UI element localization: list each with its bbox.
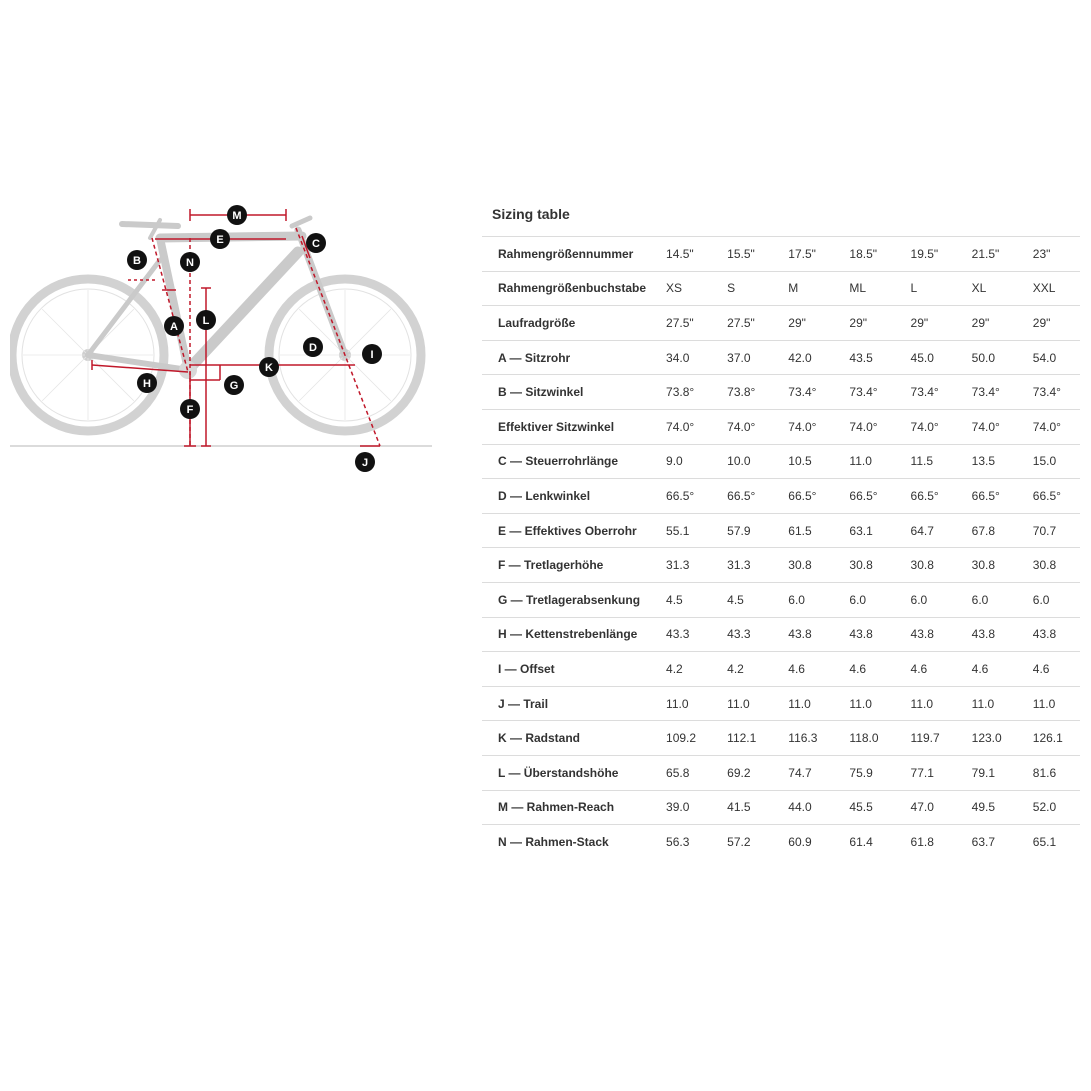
table-cell: 75.9 <box>849 765 873 780</box>
table-cell: 116.3 <box>788 731 818 746</box>
table-cell: 73.4° <box>1032 385 1061 400</box>
table-cell: 50.0 <box>971 350 996 365</box>
table-cell: 74.0° <box>1032 419 1061 434</box>
table-cell: 18.5" <box>849 246 878 261</box>
table-cell: S <box>727 281 736 296</box>
marker-l <box>196 310 216 330</box>
table-cell: 66.5° <box>849 488 878 503</box>
table-cell: 74.0° <box>788 419 817 434</box>
table-row <box>482 755 1080 790</box>
row-label: E — Effektives Oberrohr <box>498 523 637 538</box>
table-cell: 4.2 <box>666 661 683 676</box>
row-label: Rahmengrößennummer <box>498 246 634 261</box>
marker-j <box>355 452 375 472</box>
table-cell: 54.0 <box>1032 350 1057 365</box>
table-cell: 43.8 <box>910 627 934 642</box>
marker-f <box>180 399 200 419</box>
table-cell: 118.0 <box>849 731 879 746</box>
table-cell: 41.5 <box>727 800 751 815</box>
table-cell: 11.0 <box>1032 696 1056 711</box>
svg-text:F: F <box>186 404 194 416</box>
table-cell: 15.5" <box>727 246 755 261</box>
table-cell: 39.0 <box>666 800 690 815</box>
svg-text:J: J <box>361 457 369 469</box>
table-cell: 4.6 <box>910 661 928 676</box>
table-cell: 47.0 <box>910 800 934 815</box>
table-cell: 73.4° <box>849 385 878 400</box>
marker-b <box>127 250 147 270</box>
sizing-section <box>482 200 1080 859</box>
table-cell: 81.6 <box>1032 765 1057 780</box>
table-cell: 55.1 <box>666 523 690 538</box>
table-cell: 74.0° <box>666 419 695 434</box>
row-label: H — Kettenstrebenlänge <box>498 627 638 642</box>
table-cell: 6.0 <box>1032 592 1050 607</box>
table-cell: 19.5" <box>910 246 939 261</box>
row-label: M — Rahmen-Reach <box>498 800 615 815</box>
table-cell: 42.0 <box>788 350 812 365</box>
table-cell: 63.7 <box>971 835 996 850</box>
table-cell: L <box>910 281 918 296</box>
table-cell: 10.5 <box>788 454 812 469</box>
table-row <box>482 306 1080 341</box>
row-label: Laufradgröße <box>498 315 576 330</box>
table-cell: 4.2 <box>727 661 744 676</box>
table-row <box>482 652 1080 687</box>
marker-h <box>137 373 157 393</box>
table-cell: 79.1 <box>971 765 996 780</box>
table-row <box>482 721 1080 756</box>
table-cell: 73.8° <box>666 385 695 400</box>
svg-text:C: C <box>312 238 320 250</box>
table-cell: 23" <box>1032 246 1051 261</box>
table-cell: 31.3 <box>666 558 690 573</box>
table-cell: 44.0 <box>788 800 812 815</box>
row-label: K — Radstand <box>498 731 581 746</box>
table-cell: 73.8° <box>727 385 756 400</box>
table-cell: 30.8 <box>1032 558 1057 573</box>
table-cell: 43.8 <box>849 627 873 642</box>
table-cell: 6.0 <box>788 592 805 607</box>
table-cell: 11.0 <box>971 696 995 711</box>
table-row <box>482 825 1080 860</box>
table-cell: 57.9 <box>727 523 751 538</box>
table-cell: 29" <box>971 315 990 330</box>
table-cell: 74.7 <box>788 765 812 780</box>
table-cell: 9.0 <box>666 454 683 469</box>
row-label: F — Tretlagerhöhe <box>498 558 604 573</box>
table-cell: 4.6 <box>788 661 805 676</box>
table-cell: M <box>788 281 799 296</box>
table-cell: 64.7 <box>910 523 934 538</box>
table-cell: 43.8 <box>1032 627 1057 642</box>
table-row <box>482 375 1080 410</box>
table-cell: 27.5" <box>666 315 694 330</box>
marker-a <box>164 316 184 336</box>
table-cell: 61.4 <box>849 835 873 850</box>
table-cell: 30.8 <box>910 558 934 573</box>
table-cell: 66.5° <box>1032 488 1061 503</box>
row-label: D — Lenkwinkel <box>498 488 591 503</box>
table-cell: 66.5° <box>666 488 695 503</box>
bike-geometry-svg <box>10 200 440 480</box>
svg-text:D: D <box>309 342 317 354</box>
table-cell: 66.5° <box>788 488 817 503</box>
table-cell: 73.4° <box>971 385 1000 400</box>
table-row <box>482 582 1080 617</box>
table-cell: 65.8 <box>666 765 690 780</box>
table-cell: 57.2 <box>727 835 751 850</box>
table-cell: 66.5° <box>971 488 1000 503</box>
table-row <box>482 513 1080 548</box>
bike-geometry-diagram <box>10 200 440 480</box>
table-cell: 10.0 <box>727 454 751 469</box>
table-cell: 61.5 <box>788 523 812 538</box>
table-cell: 43.5 <box>849 350 873 365</box>
marker-e <box>210 229 230 249</box>
table-cell: 43.3 <box>727 627 751 642</box>
table-cell: 6.0 <box>971 592 989 607</box>
table-cell: 49.5 <box>971 800 996 815</box>
table-cell: 74.0° <box>910 419 939 434</box>
svg-text:L: L <box>202 315 210 327</box>
table-cell: 73.4° <box>788 385 817 400</box>
table-row <box>482 548 1080 583</box>
marker-k <box>259 357 279 377</box>
row-label: N — Rahmen-Stack <box>498 835 609 850</box>
spokes <box>23 290 410 420</box>
table-cell: 123.0 <box>971 731 1002 746</box>
table-cell: 29" <box>910 315 929 330</box>
table-cell: XL <box>971 281 987 296</box>
table-cell: 73.4° <box>910 385 939 400</box>
table-cell: 74.0° <box>727 419 756 434</box>
table-cell: 11.0 <box>727 696 750 711</box>
table-cell: 43.8 <box>788 627 812 642</box>
table-row <box>482 617 1080 652</box>
table-cell: 29" <box>788 315 806 330</box>
table-cell: XS <box>666 281 683 296</box>
table-cell: 43.3 <box>666 627 690 642</box>
sizing-table-body <box>482 237 1080 860</box>
marker-g <box>224 375 244 395</box>
table-cell: 37.0 <box>727 350 751 365</box>
svg-text:H: H <box>143 378 151 390</box>
table-cell: 66.5° <box>910 488 939 503</box>
table-cell: 29" <box>849 315 868 330</box>
table-cell: 30.8 <box>971 558 996 573</box>
table-cell: 11.0 <box>666 696 689 711</box>
table-cell: 69.2 <box>727 765 751 780</box>
table-cell: 126.1 <box>1032 731 1063 746</box>
svg-text:K: K <box>265 362 273 374</box>
table-cell: 61.8 <box>910 835 934 850</box>
table-cell: 56.3 <box>666 835 690 850</box>
table-row <box>482 444 1080 479</box>
svg-text:I: I <box>370 349 374 361</box>
svg-text:B: B <box>133 255 141 267</box>
table-cell: 11.0 <box>788 696 811 711</box>
row-label: I — Offset <box>498 661 555 676</box>
table-cell: 4.6 <box>971 661 989 676</box>
table-cell: 15.0 <box>1032 454 1057 469</box>
table-cell: 13.5 <box>971 454 996 469</box>
table-cell: 4.5 <box>666 592 683 607</box>
table-row <box>482 340 1080 375</box>
row-label: B — Sitzwinkel <box>498 385 584 400</box>
table-cell: XXL <box>1032 281 1056 296</box>
table-cell: 60.9 <box>788 835 812 850</box>
table-cell: 27.5" <box>727 315 755 330</box>
table-cell: 31.3 <box>727 558 751 573</box>
table-cell: 29" <box>1032 315 1051 330</box>
table-cell: 77.1 <box>910 765 934 780</box>
svg-text:N: N <box>186 257 194 269</box>
row-label: Rahmengrößenbuchstabe <box>498 281 647 296</box>
table-cell: ML <box>849 281 867 296</box>
table-row <box>482 237 1080 272</box>
table-cell: 112.1 <box>727 731 757 746</box>
table-cell: 11.0 <box>910 696 933 711</box>
table-cell: 21.5" <box>971 246 1000 261</box>
table-cell: 11.0 <box>849 454 872 469</box>
table-cell: 4.5 <box>727 592 744 607</box>
row-label: Effektiver Sitzwinkel <box>498 419 615 434</box>
table-cell: 11.5 <box>910 454 933 469</box>
table-cell: 52.0 <box>1032 800 1057 815</box>
row-label: C — Steuerrohrlänge <box>498 454 619 469</box>
table-row <box>482 271 1080 306</box>
table-cell: 4.6 <box>1032 661 1050 676</box>
table-cell: 6.0 <box>849 592 867 607</box>
table-cell: 70.7 <box>1032 523 1057 538</box>
svg-text:E: E <box>216 234 224 246</box>
table-row <box>482 790 1080 825</box>
table-cell: 43.8 <box>971 627 996 642</box>
svg-text:M: M <box>232 210 242 222</box>
table-cell: 74.0° <box>971 419 1000 434</box>
sizing-table <box>482 236 1080 859</box>
table-cell: 63.1 <box>849 523 873 538</box>
marker-i <box>362 344 382 364</box>
marker-c <box>306 233 326 253</box>
row-label: L — Überstandshöhe <box>498 765 619 780</box>
sizing-title: Sizing table <box>492 206 570 222</box>
svg-text:A: A <box>170 321 178 333</box>
row-label: G — Tretlagerabsenkung <box>498 592 641 607</box>
row-label: J — Trail <box>498 696 549 711</box>
table-cell: 65.1 <box>1032 835 1057 850</box>
table-cell: 45.5 <box>849 800 873 815</box>
table-cell: 17.5" <box>788 246 816 261</box>
table-cell: 74.0° <box>849 419 878 434</box>
table-row <box>482 479 1080 514</box>
table-row <box>482 409 1080 444</box>
svg-text:G: G <box>229 380 239 392</box>
table-cell: 30.8 <box>788 558 812 573</box>
table-cell: 66.5° <box>727 488 756 503</box>
table-cell: 30.8 <box>849 558 873 573</box>
table-row <box>482 686 1080 721</box>
marker-n <box>180 252 200 272</box>
table-cell: 11.0 <box>849 696 872 711</box>
table-cell: 45.0 <box>910 350 934 365</box>
table-cell: 34.0 <box>666 350 690 365</box>
row-label: A — Sitzrohr <box>498 350 571 365</box>
marker-m <box>227 205 247 225</box>
table-cell: 67.8 <box>971 523 996 538</box>
table-cell: 119.7 <box>910 731 940 746</box>
table-cell: 14.5" <box>666 246 694 261</box>
table-cell: 4.6 <box>849 661 867 676</box>
table-cell: 109.2 <box>666 731 697 746</box>
marker-d <box>303 337 323 357</box>
table-cell: 6.0 <box>910 592 928 607</box>
